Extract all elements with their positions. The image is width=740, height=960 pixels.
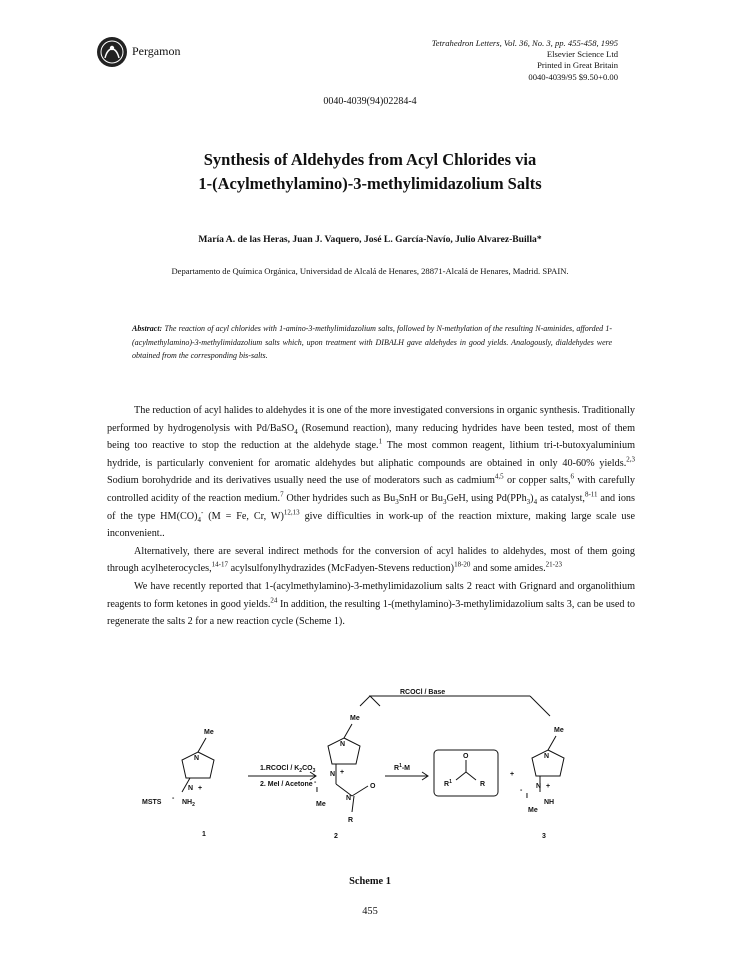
ketone-r: R — [480, 781, 486, 788]
ketone-o: O — [463, 753, 469, 760]
scheme-caption: Scheme 1 — [349, 876, 391, 887]
c3-plus: + — [546, 783, 551, 790]
c2-minus: - — [314, 779, 317, 786]
p1-sub-b: 4 — [294, 427, 298, 436]
journal-publisher: Elsevier Science Ltd — [546, 49, 618, 60]
step1-a: 1.RCOCl / K — [260, 765, 300, 772]
p1-text-a: The reduction of acyl halides to aldehydes it is one of the more investigated conversions in organic synthesis. Traditionally performed by hydrogenolysis with Pd/BaSO — [107, 405, 635, 434]
p1-sub-p: 3 — [442, 498, 447, 506]
step1-sub2: 3 — [312, 768, 316, 774]
p1-sub-r: 3 — [526, 498, 531, 506]
c1-n-top: N — [194, 755, 200, 762]
c3-me: Me — [554, 727, 564, 734]
step1-reagent-2: 2. MeI / Acetone — [260, 781, 313, 788]
plus-sign: + — [510, 771, 515, 778]
p1-text-w: and ions of the type HM(CO) — [107, 492, 635, 522]
pergamon-logo-icon — [96, 36, 128, 68]
p1-text-g: Sodium borohydride and its derivatives usually need the use of moderators such as cadmium — [107, 475, 495, 487]
title-line-1: Synthesis of Aldehydes from Acyl Chlorides via — [203, 150, 537, 169]
step1-tail: CO — [302, 765, 313, 772]
recycle-arrow-top — [370, 696, 530, 706]
p1-sup-y: - — [201, 508, 204, 517]
p1-ref-d: 1 — [378, 437, 383, 446]
ketone-r1-r: R — [444, 781, 450, 788]
p1-sub-x: 4 — [197, 515, 202, 524]
p1-sub-n: 3 — [395, 498, 399, 506]
step2-tail: -M — [401, 765, 411, 772]
p2-ref-f: 21-23 — [545, 560, 563, 569]
c2-o: O — [370, 783, 376, 790]
authors: María A. de las Heras, Juan J. Vaquero, José L. García-Navío, Julio Alvarez-Builla* — [198, 234, 542, 245]
compound-1-label: 1 — [202, 831, 206, 838]
c1-msts: MSTS — [142, 799, 162, 806]
c2-r: R — [348, 817, 354, 824]
p2-text-a: Alternatively, there are several indirect methods for the conversion of acyl halides to aldehydes, most of them going through acylheterocycles, — [107, 545, 635, 575]
step2-sup: 1 — [399, 763, 402, 769]
c2-iodide: I — [316, 787, 318, 794]
p2-ref-b: 14-17 — [211, 560, 229, 569]
ketone-r1-sup: 1 — [449, 779, 452, 785]
p1-text-u: as catalyst, — [537, 492, 585, 504]
c2-plus: + — [340, 769, 345, 776]
c3-iodide: I — [526, 793, 528, 800]
publisher-name: Pergamon — [132, 44, 181, 58]
affiliation: Departamento de Química Orgánica, Universidad de Alcalá de Henares, 28871-Alcalá de Henares, Madrid. SPAIN. — [171, 266, 569, 276]
c1-n: N — [188, 785, 194, 792]
c3-minus: - — [520, 787, 523, 794]
p1-text-z: (M = Fe, Cr, W) — [203, 510, 284, 522]
p1-text-i: or copper salts, — [503, 475, 571, 487]
p1-ref-f: 2,3 — [626, 455, 635, 464]
scheme-top-reagent: RCOCl / Base — [400, 689, 446, 696]
page-number: 455 — [362, 906, 378, 917]
recycle-arrow-right — [530, 696, 550, 716]
p1-text-k: with carefully controlled acidity of the reaction medium. — [107, 475, 635, 504]
p1-sub-t: 4 — [533, 498, 538, 506]
scheme-1-diagram — [130, 688, 600, 868]
abstract-label: Abstract: — [132, 324, 163, 333]
paragraph-3 — [107, 578, 635, 631]
c3-me-n: Me — [528, 807, 538, 814]
p1-ref-h: 4,5 — [494, 472, 504, 481]
journal-citation: Tetrahedron Letters, Vol. 36, No. 3, pp. 455-458, 1995 — [431, 38, 618, 48]
doi: 0040-4039(94)02284-4 — [323, 96, 417, 107]
abstract — [132, 322, 612, 363]
p1-ref-aa: 12,13 — [283, 508, 300, 517]
p1-text-m: Other hydrides such as Bu — [283, 492, 396, 504]
step2-r: R — [394, 765, 400, 772]
c2-n-ring: N — [330, 771, 336, 778]
p1-text-c: (Rosemund reaction), many reducing hydrides have been tested, most of them being too reactive to stop the reduction at the aldehyde stage. — [107, 422, 635, 452]
c2-me-n: Me — [316, 801, 326, 808]
c3-n: N — [536, 783, 542, 790]
p3-text-c: In addition, the resulting 1-(methylamino)-3-methylimidazolium salts 3, can be used to regenerate the salts 2 for a new reaction cycle (Scheme 1). — [107, 598, 636, 628]
paper-title — [60, 148, 680, 196]
c3-n-top: N — [544, 753, 550, 760]
step1-sub: 2 — [299, 768, 303, 774]
p1-text-s: ) — [530, 492, 534, 504]
title-line-2: 1-(Acylmethylamino)-3-methylimidazolium Salts — [198, 174, 542, 193]
p2-text-c: acylsulfonylhydrazides (McFadyen-Stevens reduction) — [228, 563, 455, 575]
c1-me: Me — [204, 729, 214, 736]
c1-minus: - — [172, 795, 175, 802]
abstract-text: The reaction of acyl chlorides with 1-amino-3-methylimidazolium salts, followed by N-methylation of the resulting N-aminides, afforded 1-(acylmethylamino)-3-methylimidazolium salts which, upon treatment with DIBALH gave aldehydes in good yields. Analogously, dialdehydes were obtained from the corresponding bis-salts. — [132, 324, 612, 361]
p1-text-o: SnH or Bu — [398, 492, 443, 504]
step2-reagent — [394, 763, 410, 772]
p1-text-ab: give difficulties in work-up of the reaction mixture, making large scale use inconvenient.. — [107, 510, 635, 540]
c1-plus: + — [198, 785, 203, 792]
journal-info — [338, 38, 618, 83]
journal-issn: 0040-4039/95 $9.50+0.00 — [528, 71, 618, 82]
p2-text-e: and some amides. — [470, 563, 546, 575]
p1-text-q: GeH, using Pd(PPh — [446, 492, 527, 504]
p1-ref-v: 8-11 — [584, 490, 598, 499]
c2-n-amide: N — [346, 795, 352, 802]
step1-reagent — [260, 765, 316, 774]
c1-nh: NH — [182, 799, 193, 806]
p2-ref-d: 18-20 — [454, 560, 471, 569]
c1-nh2 — [182, 799, 195, 808]
p3-text-a: We have recently reported that 1-(acylmethylamino)-3-methylimidazolium salts 2 react with Grignard and organolithium reagents to form ketones in good yields. — [107, 580, 635, 610]
c1-nh2-sub: 2 — [192, 802, 195, 808]
p1-ref-l: 7 — [280, 490, 284, 499]
paragraph-1 — [107, 402, 635, 543]
ketone-r1 — [444, 779, 452, 788]
compound-3-label: 3 — [542, 833, 546, 840]
paragraph-2 — [107, 543, 635, 578]
p3-ref-b: 24 — [270, 596, 278, 605]
p1-ref-j: 6 — [570, 472, 575, 481]
journal-printed: Printed in Great Britain — [537, 60, 618, 71]
p1-text-e: The most common reagent, lithium tri-t-butoxyaluminium hydride, is particularly convenient for aromatic aldehydes but aliphatic compounds are obtained in only 40-60% yields. — [107, 440, 635, 469]
body-text — [107, 402, 635, 631]
compound-2-label: 2 — [334, 833, 338, 840]
c2-me: Me — [350, 715, 360, 722]
c2-n-top: N — [340, 741, 346, 748]
recycle-arrow-left — [360, 696, 370, 706]
c3-nh: NH — [544, 799, 555, 806]
